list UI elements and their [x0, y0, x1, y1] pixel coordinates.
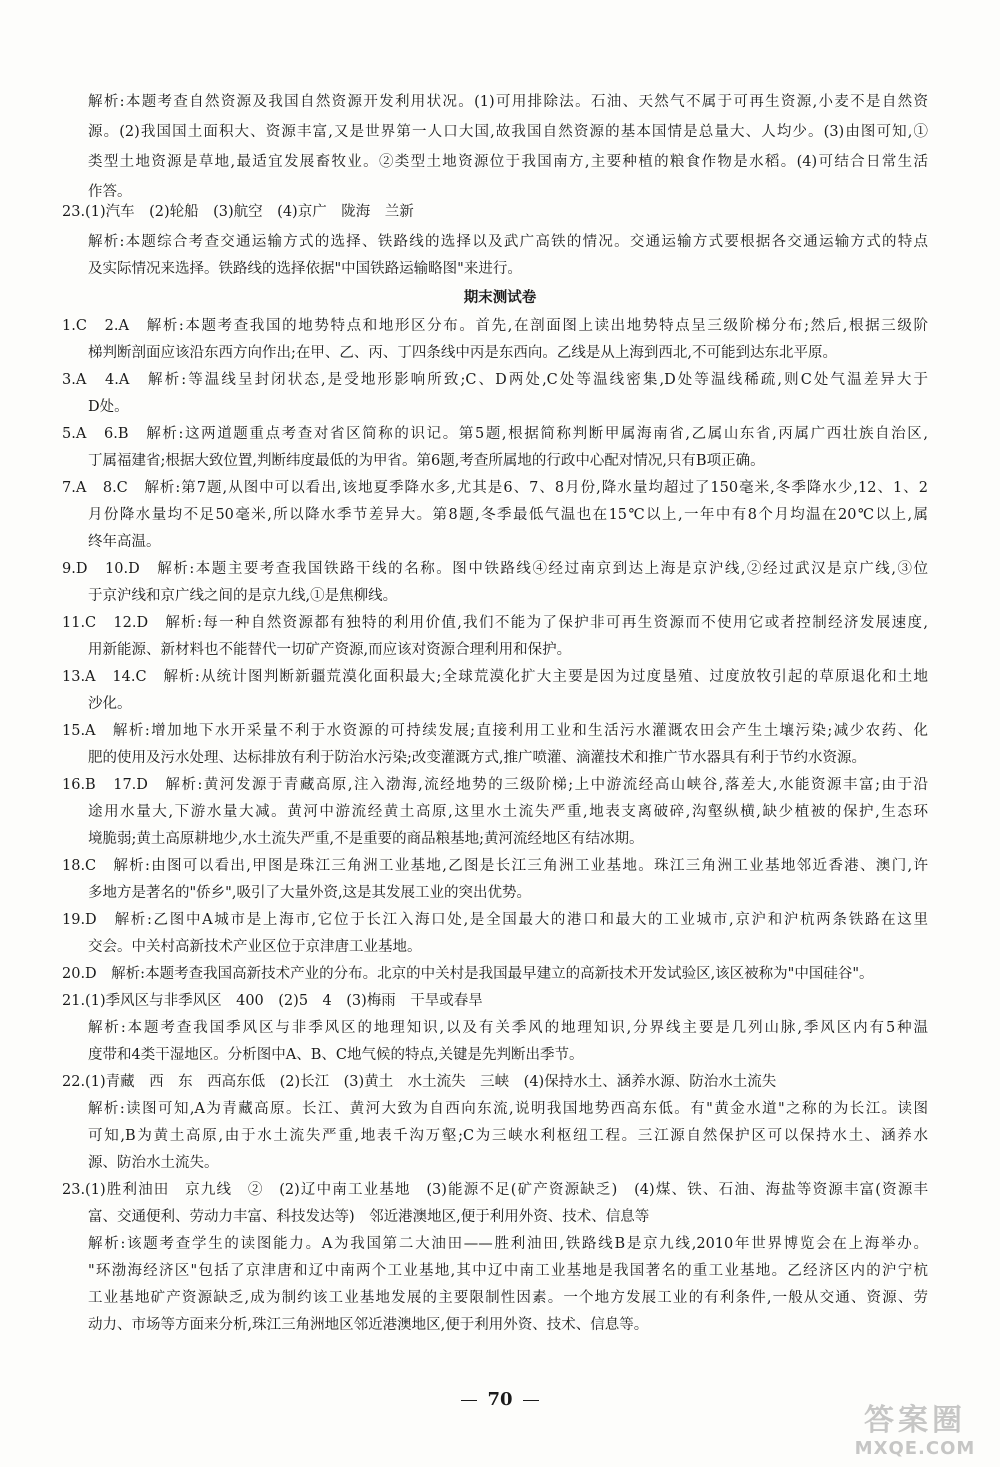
- answer-line: 7.A 8.C 解析:第7题,从图中可以看出,该地夏季降水多,尤其是6、7、8月份,降水量均超过了150毫米,冬季降水少,12、1、2: [62, 480, 928, 496]
- answer-line: 21.(1)季风区与非季风区 400 (2)5 4 (3)梅雨 干旱或春旱: [62, 993, 483, 1009]
- text-line: 肥的使用及污水处理、达标排放有利于防治水污染;改变灌溉方式,推广喷灌、滴灌技术和推广节水器具有利于节约水资源。: [88, 750, 866, 766]
- page-number-text: 70: [487, 1389, 513, 1410]
- answer-line: 23.(1)汽车 (2)轮船 (3)航空 (4)京广 陇海 兰新: [62, 204, 414, 220]
- watermark-url: MXQE.COM: [854, 1438, 976, 1459]
- answer-line: 19.D 解析:乙图中A城市是上海市,它位于长江入海口处,是全国最大的港口和最大的工业城市,京沪和沪杭两条铁路在这里: [62, 912, 928, 928]
- answer-line: 11.C 12.D 解析:每一种自然资源都有独特的利用价值,我们不能为了保护非可再生资源而不使用它或者控制经济发展速度,: [62, 615, 928, 631]
- answer-line: 16.B 17.D 解析:黄河发源于青藏高原,注入渤海,流经地势的三级阶梯;上中游流经高山峡谷,落差大,水能资源丰富;由于沿: [62, 777, 928, 793]
- answer-line: 18.C 解析:由图可以看出,甲图是珠江三角洲工业基地,乙图是长江三角洲工业基地。珠江三角洲工业基地邻近香港、澳门,许: [62, 858, 928, 874]
- text-line: 类型土地资源是草地,最适宜发展畜牧业。②类型土地资源位于我国南方,主要种植的粮食作物是水稻。(4)可结合日常生活: [88, 154, 928, 170]
- text-line: 解析:本题综合考查交通运输方式的选择、铁路线的选择以及武广高铁的情况。交通运输方式要根据各交通运输方式的特点: [88, 234, 928, 250]
- text-line: 交会。中关村高新技术产业区位于京津唐工业基地。: [88, 939, 422, 955]
- text-line: 沙化。: [88, 696, 132, 712]
- answer-line: 1.C 2.A 解析:本题考查我国的地势特点和地形区分布。首先,在剖面图上读出地势特点呈三级阶梯分布;然后,根据三级阶: [62, 318, 928, 334]
- text-line: 及实际情况来选择。铁路线的选择依据"中国铁路运输略图"来进行。: [88, 261, 522, 277]
- text-line: 解析:读图可知,A为青藏高原。长江、黄河大致为自西向东流,说明我国地势西高东低。有"黄金水道"之称的为长江。读图: [88, 1101, 928, 1117]
- watermark-text: 答案圈: [864, 1403, 966, 1438]
- text-line: 丁属福建省;根据大致位置,判断纬度最低的为甲省。第6题,考查所属地的行政中心配对情况,只有B项正确。: [88, 453, 765, 469]
- text-line: 月份降水量均不足50毫米,所以降水季节差异大。第8题,冬季最低气温也在15℃以上,一年中有8个月均温在20℃以上,属: [88, 507, 928, 523]
- answer-line: 3.A 4.A 解析:等温线呈封闭状态,是受地形影响所致;C、D两处,C处等温线密集,D处等温线稀疏,则C处气温差异大于: [62, 372, 928, 388]
- answer-line: 20.D 解析:本题考查我国高新技术产业的分布。北京的中关村是我国最早建立的高新技术开发试验区,该区被称为"中国硅谷"。: [62, 966, 874, 982]
- text-line: 梯判断剖面应该沿东西方向作出;在甲、乙、丙、丁四条线中丙是东西向。乙线是从上海到西北,不可能到达东北平原。: [88, 345, 837, 361]
- text-line: 终年高温。: [88, 534, 161, 550]
- text-line: 多地方是著名的"侨乡",吸引了大量外资,这是其发展工业的突出优势。: [88, 885, 532, 901]
- answer-line: 9.D 10.D 解析:本题主要考查我国铁路干线的名称。图中铁路线④经过南京到达上海是京沪线,②经过武汉是京广线,③位: [62, 561, 928, 577]
- page-number-dash: [523, 1400, 539, 1401]
- page-number-dash: [461, 1400, 477, 1401]
- answer-line: 22.(1)青藏 西 东 西高东低 (2)长江 (3)黄土 水土流失 三峡 (4)保持水土、涵养水源、防治水土流失: [62, 1074, 777, 1090]
- text-line: 用新能源、新材料也不能替代一切矿产资源,而应该对资源合理利用和保护。: [88, 642, 572, 658]
- text-line: 可知,B为黄土高原,由于水土流失严重,地表千沟万壑;C为三峡水利枢纽工程。三江源自然保护区可以保持水土、涵养水: [88, 1128, 928, 1144]
- text-line: 源。(2)我国国土面积大、资源丰富,又是世界第一人口大国,故我国自然资源的基本国情是总量大、人均少。(3)由图可知,①: [88, 124, 928, 140]
- watermark-logo: [840, 1404, 990, 1466]
- section-title: 期末测试卷: [463, 289, 537, 306]
- answer-line: 15.A 解析:增加地下水开采量不利于水资源的可持续发展;直接利用工业和生活污水灌溉农田会产生土壤污染;减少农药、化: [62, 723, 928, 739]
- text-line: 源、防治水土流失。: [88, 1155, 219, 1171]
- text-line: 度带和4类干湿地区。分析图中A、B、C地气候的特点,关键是先判断出季节。: [88, 1047, 584, 1063]
- text-line: "环渤海经济区"包括了京津唐和辽中南两个工业基地,其中辽中南工业基地是我国著名的重工业基地。乙经济区内的沪宁杭: [88, 1263, 928, 1279]
- answer-line: 23.(1)胜利油田 京九线 ② (2)辽中南工业基地 (3)能源不足(矿产资源缺乏) (4)煤、铁、石油、海盐等资源丰富(资源丰: [62, 1182, 928, 1198]
- text-line: 境脆弱;黄土高原耕地少,水土流失严重,不是重要的商品粮基地;黄河流经地区有结冰期。: [88, 831, 644, 847]
- text-line: 工业基地矿产资源缺乏,成为制约该工业基地发展的主要限制性因素。一个地方发展工业的有利条件,一般从交通、资源、劳: [88, 1290, 928, 1306]
- text-line: 于京沪线和京广线之间的是京九线,①是焦柳线。: [88, 588, 398, 604]
- answer-line: 5.A 6.B 解析:这两道题重点考查对省区简称的识记。第5题,根据简称判断甲属海南省,乙属山东省,丙属广西壮族自治区,: [62, 426, 928, 442]
- text-line: 作答。: [88, 184, 132, 200]
- text-line: 途用水量大,下游水量大减。黄河中游流经黄土高原,这里水土流失严重,地表支离破碎,沟壑纵横,缺少植被的保护,生态环: [88, 804, 928, 820]
- answer-line: 13.A 14.C 解析:从统计图判断新疆荒漠化面积最大;全球荒漠化扩大主要是因为过度垦殖、过度放牧引起的草原退化和土地: [62, 669, 928, 685]
- text-line: 富、交通便利、劳动力丰富、科技发达等) 邻近港澳地区,便于利用外资、技术、信息等: [88, 1209, 650, 1225]
- text-line: 动力、市场等方面来分析,珠江三角洲地区邻近港澳地区,便于利用外资、技术、信息等。: [88, 1317, 649, 1333]
- text-line: 解析:本题考查我国季风区与非季风区的地理知识,以及有关季风的地理知识,分界线主要是几列山脉,季风区内有5种温: [88, 1020, 928, 1036]
- text-line: 解析:该题考查学生的读图能力。A为我国第二大油田——胜利油田,铁路线B是京九线,2010年世界博览会在上海举办。: [88, 1236, 928, 1252]
- text-line: 解析:本题考查自然资源及我国自然资源开发利用状况。(1)可用排除法。石油、天然气不属于可再生资源,小麦不是自然资: [88, 94, 928, 110]
- text-line: D处。: [88, 399, 129, 415]
